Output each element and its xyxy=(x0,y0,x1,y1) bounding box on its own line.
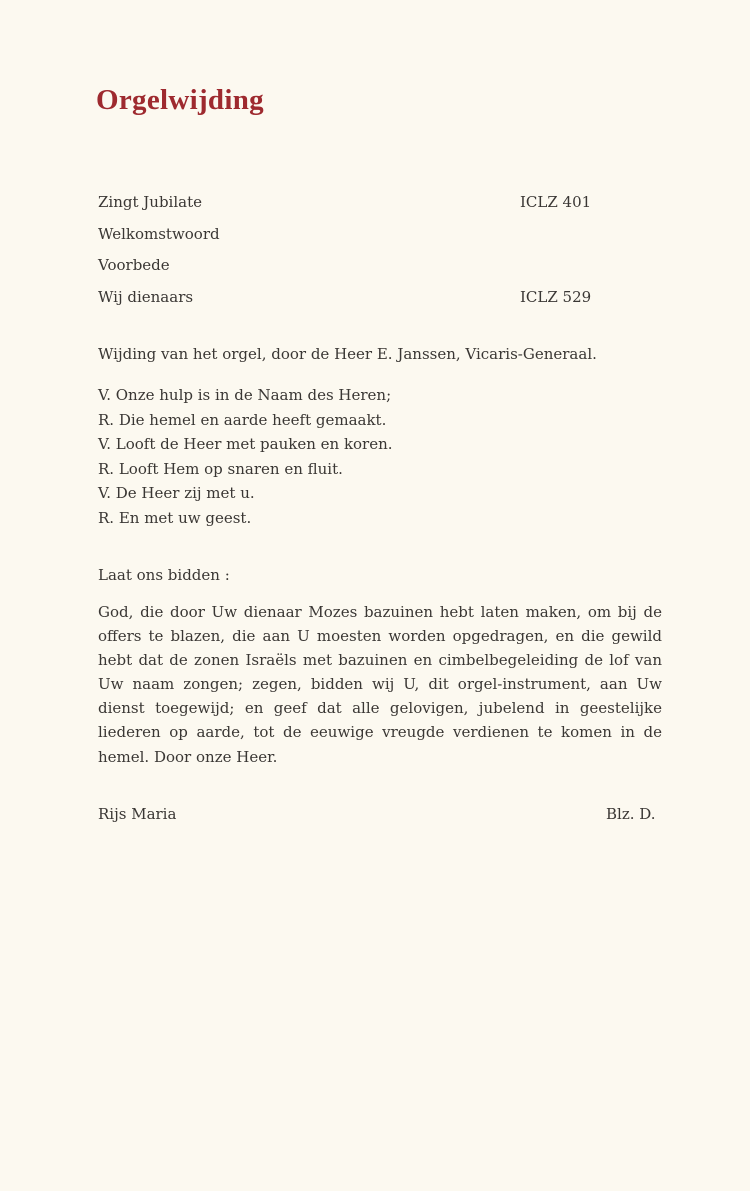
hymn-code: ICLZ 529 xyxy=(520,287,592,306)
footer-hymn-title: Rijs Maria xyxy=(98,805,177,823)
program-item-label: Welkomstwoord xyxy=(98,224,220,243)
dedication-line: Wijding van het orgel, door de Heer E. Janssen, Vicaris-Generaal. xyxy=(98,345,597,363)
program-item xyxy=(98,189,598,221)
program-list xyxy=(98,189,598,315)
prayer-invitation: Laat ons bidden : xyxy=(98,566,230,584)
program-item xyxy=(98,221,598,253)
versicle-list xyxy=(98,383,393,531)
program-item-label: Voorbede xyxy=(98,256,170,274)
program-item-label: Wij dienaars xyxy=(98,287,194,306)
page-title: Orgelwijding xyxy=(96,84,264,116)
versicle-line: R. En met uw geest. xyxy=(98,508,252,527)
program-item-label: Zingt Jubilate xyxy=(98,193,202,211)
versicle-line: V. Onze hulp is in de Naam des Heren; xyxy=(98,386,392,404)
hymn-code: ICLZ 401 xyxy=(520,193,592,211)
versicle-line: R. Looft Hem op snaren en fluit. xyxy=(98,459,343,478)
versicle-line: V. De Heer zij met u. xyxy=(98,484,255,503)
footer-page-ref: Blz. D. xyxy=(606,805,656,823)
program-item xyxy=(98,252,598,284)
program-item xyxy=(98,284,598,316)
versicle-line: V. Looft de Heer met pauken en koren. xyxy=(98,435,393,454)
versicle-line: R. Die hemel en aarde heeft gemaakt. xyxy=(98,410,387,429)
prayer-text: God, die door Uw dienaar Mozes bazuinen hebt laten maken, om bij de offers te blazen, die aan U moesten worden opgedragen, en die gewild hebt dat de zonen Israëls met bazuinen en cimbelbegeleiding de lof van Uw naam zongen; zegen, bidden wij U, dit orgel-instrument, aan Uw dienst toegewijd; en geef dat alle gelovigen, jubelend in geestelijke liederen op aarde, tot de eeuwige vreugde verdienen te komen in de hemel. Door onze Heer. xyxy=(98,603,662,766)
